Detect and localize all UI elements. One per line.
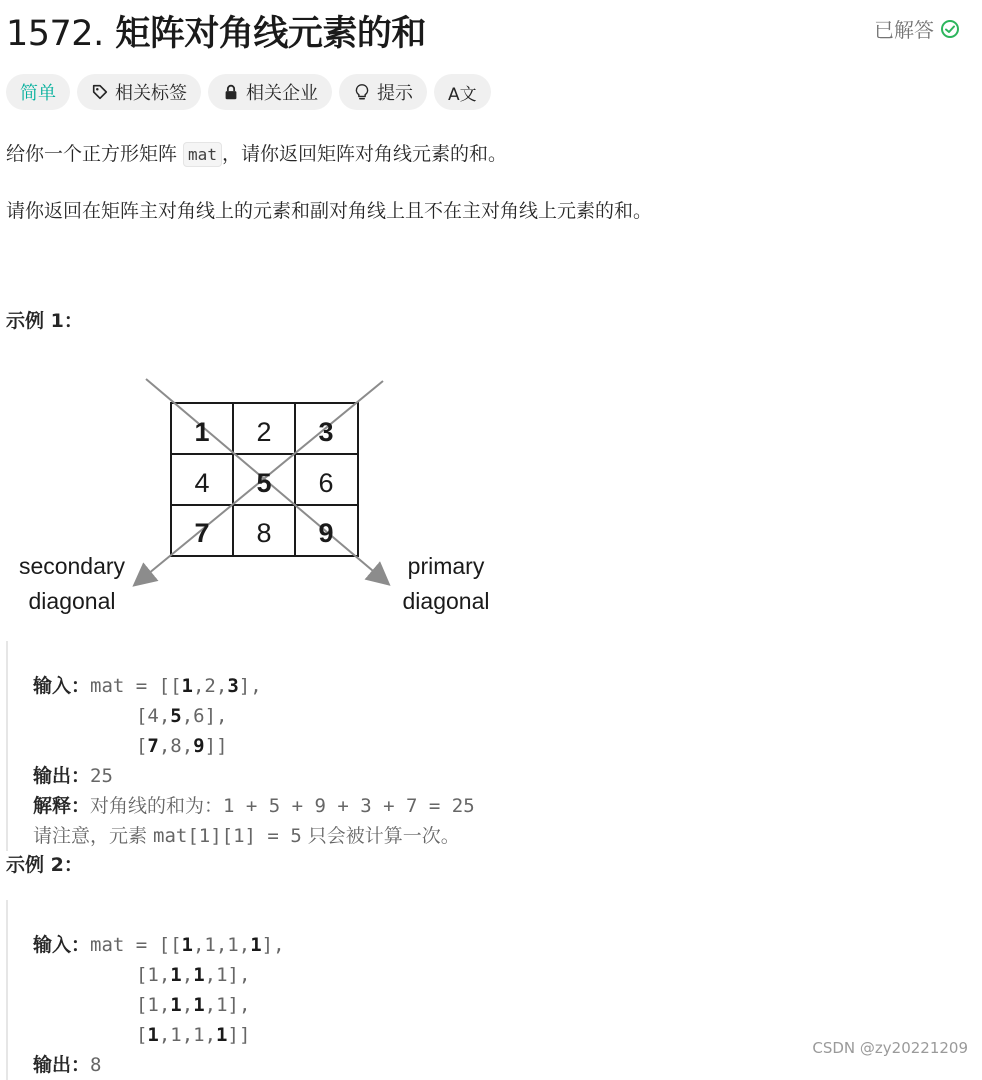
lightbulb-icon: [353, 83, 371, 101]
example-1-heading: 示例 1：: [6, 310, 83, 332]
cell-2-2: 9: [318, 518, 334, 548]
translate-icon: A文: [448, 84, 477, 105]
lock-icon: [222, 83, 240, 101]
description-paragraph-1: [6, 139, 507, 166]
problem-title: [6, 6, 426, 56]
cell-1-0: 4: [194, 468, 210, 498]
tag-bar: [6, 74, 491, 110]
example-1-block: 输入：mat = [[1,2,3], [4,5,6], [7,8,9]] 输出：25 解释：对角线的和为：1 + 5 + 9 + 3 + 7 = 25 请注意，元素 mat[1][1] = 5 只会被计算一次。: [6, 641, 475, 851]
input-label-2: 输入：: [33, 934, 91, 956]
secondary-label-line2: diagonal: [28, 588, 116, 614]
watermark: CSDN @zy20221209: [812, 1039, 968, 1057]
explain-text: 对角线的和为：: [90, 795, 224, 817]
difficulty-badge[interactable]: [6, 74, 70, 110]
note-code: mat[1][1] = 5: [153, 825, 302, 847]
cell-0-1: 2: [256, 417, 272, 447]
check-circle-icon: [940, 19, 960, 39]
cell-2-0: 7: [194, 518, 210, 548]
hint-label: 提示: [377, 83, 413, 104]
output-value: 25: [90, 765, 113, 787]
cell-0-0: 1: [194, 417, 210, 447]
hint-button[interactable]: [339, 74, 427, 110]
cell-1-2: 6: [318, 468, 334, 498]
problem-number: 1572.: [6, 14, 104, 54]
solved-label: 已解答: [874, 18, 934, 42]
secondary-label-line1: secondary: [18, 553, 126, 579]
matrix-diagram: [0, 370, 520, 630]
primary-label-line2: diagonal: [402, 588, 490, 614]
explain-label: 解释：: [33, 795, 91, 817]
output-label-2: 输出：: [33, 1054, 91, 1076]
primary-label-line1: primary: [407, 553, 485, 579]
difficulty-label: 简单: [20, 83, 56, 104]
related-tags-button[interactable]: [77, 74, 201, 110]
explain-expression: 1 + 5 + 9 + 3 + 7 = 25: [223, 795, 475, 817]
tag-icon: [91, 83, 109, 101]
related-companies-label: 相关企业: [246, 83, 318, 104]
translate-button[interactable]: [434, 74, 491, 110]
output-value-2: 8: [90, 1054, 102, 1076]
solved-status: [874, 14, 960, 43]
note-text: 请注意，元素: [33, 825, 154, 847]
example-2-block: 输入：mat = [[1,1,1,1], [1,1,1,1], [1,1,1,1], [1,1,1,1]] 输出：8: [6, 900, 285, 1080]
input-label: 输入：: [33, 675, 91, 697]
inline-code-mat: mat: [183, 142, 222, 167]
cell-2-1: 8: [256, 518, 272, 548]
description-text: 给你一个正方形矩阵: [6, 143, 184, 165]
related-tags-label: 相关标签: [115, 83, 187, 104]
output-label: 输出：: [33, 765, 91, 787]
cell-0-2: 3: [318, 417, 334, 447]
problem-name: 矩阵对角线元素的和: [115, 14, 426, 54]
related-companies-button[interactable]: [208, 74, 332, 110]
example-2-heading: 示例 2：: [6, 854, 83, 876]
note-text-end: 只会被计算一次。: [301, 825, 460, 847]
description-paragraph-2: 请你返回在矩阵主对角线上的元素和副对角线上且不在主对角线上元素的和。: [6, 200, 653, 222]
cell-1-1: 5: [256, 468, 272, 498]
description-text: ，请你返回矩阵对角线元素的和。: [221, 143, 507, 165]
